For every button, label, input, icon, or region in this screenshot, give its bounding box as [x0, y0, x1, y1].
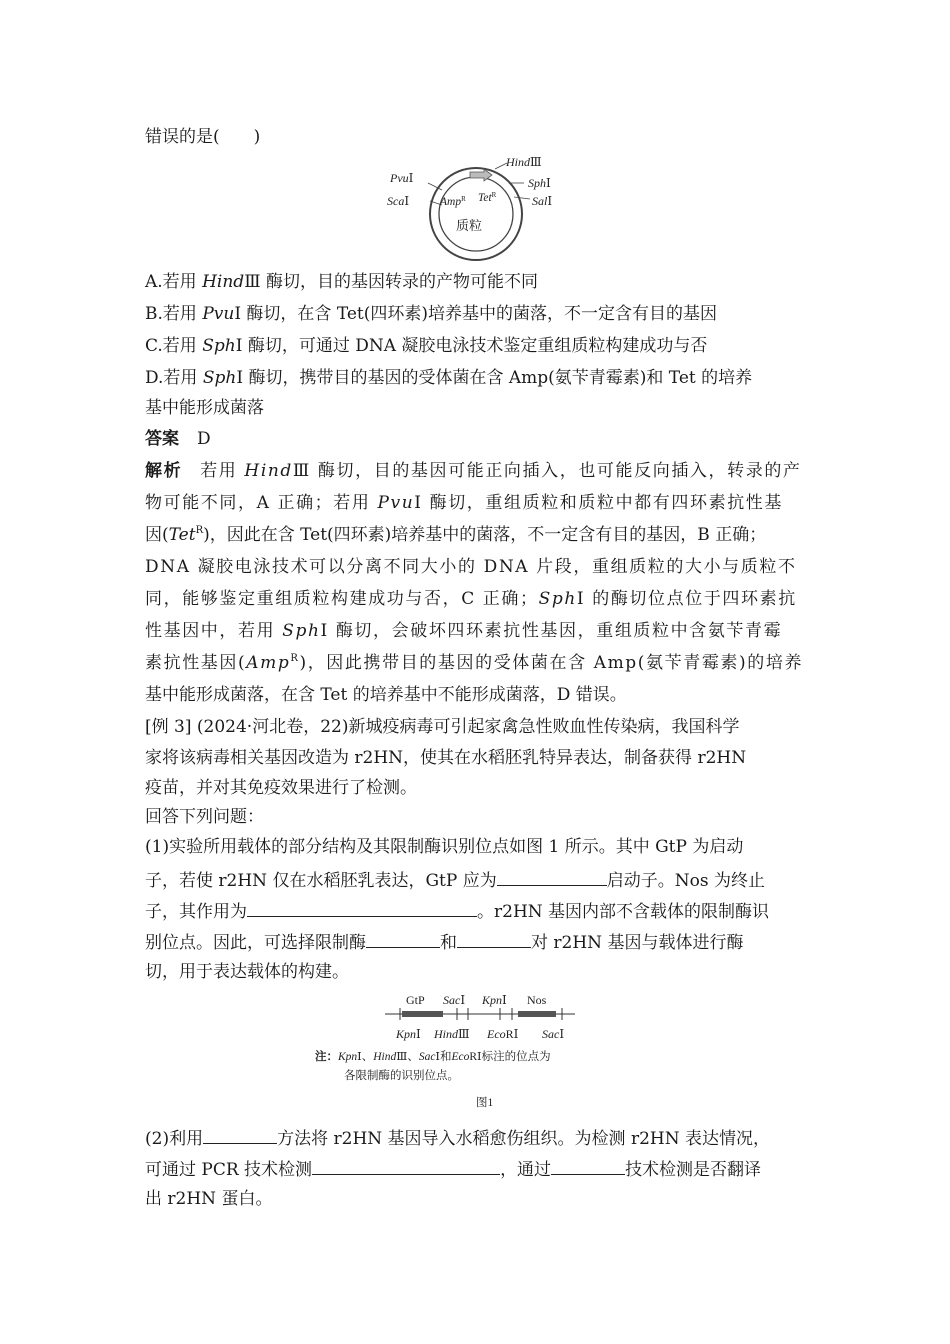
- q2-line-2: 可通过 PCR 技术检测 ，通过 技术检测是否翻译: [145, 1157, 761, 1181]
- answer-label: 答案: [145, 429, 179, 449]
- blank-transfer-method[interactable]: [203, 1126, 277, 1144]
- figure1-note-line-1: 注：KpnⅠ、HindⅢ、SacⅠ和EcoRⅠ标注的位点为: [315, 1051, 551, 1063]
- answer-line: [145, 428, 211, 450]
- analysis-line-5: 同，能够鉴定重组质粒构建成功与否，C 正确；SphⅠ 的酶切位点位于四环素抗: [145, 589, 797, 609]
- site-sal-label: SalⅠ: [532, 194, 553, 208]
- blank-pcr-target[interactable]: [312, 1157, 500, 1175]
- bottom-hind-label: HindⅢ: [434, 1027, 470, 1041]
- plasmid-figure: [380, 150, 580, 264]
- blank-protein-technique[interactable]: [551, 1157, 625, 1175]
- option-c: C.若用 SphⅠ 酶切，可通过 DNA 凝胶电泳技术鉴定重组质粒构建成功与否: [145, 336, 708, 356]
- bottom-sac-label: SacⅠ: [542, 1027, 565, 1041]
- blank-gtp-type[interactable]: [497, 868, 607, 886]
- bottom-kpn-label: KpnⅠ: [396, 1027, 421, 1041]
- gtp-block: [402, 1011, 443, 1017]
- analysis-line-3: 因(Tet$^R$)，因此在含 Tet(四环素)培养基中的菌落，不一定含有目的基因，B 正确；: [145, 525, 767, 545]
- plasmid-outer-ring: [430, 168, 522, 260]
- analysis-line-4: DNA 凝胶电泳技术可以分离不同大小的 DNA 片段，重组质粒的大小与质粒不: [145, 557, 797, 577]
- q1-line-3: 子，其作用为 。r2HN 基因内部不含载体的限制酶识: [145, 899, 769, 923]
- option-b: B.若用 PvuⅠ 酶切，在含 Tet(四环素)培养基中的菌落，不一定含有目的基因: [145, 304, 718, 324]
- nos-block: [518, 1011, 556, 1017]
- analysis-line-7: 素抗性基因(Amp$^R$)，因此携带目的基因的受体菌在含 Amp(氨苄青霉素)的培养: [145, 653, 804, 673]
- blank-enzyme-1[interactable]: [366, 930, 440, 948]
- gene-amp-label: Amp$^R$: [440, 195, 466, 208]
- site-sca-label: ScaⅠ: [387, 194, 410, 208]
- analysis-line-8: 基中能形成菌落，在含 Tet 的培养基中不能形成菌落，D 错误。: [145, 685, 627, 705]
- q2-line-3: 出 r2HN 蛋白。: [145, 1189, 273, 1209]
- plasmid-center-label: 质粒: [456, 218, 483, 233]
- q1-line-1: (1)实验所用载体的部分结构及其限制酶识别位点如图 1 所示。其中 GtP 为启动: [145, 837, 744, 857]
- gtp-label: GtP: [406, 993, 425, 1007]
- bottom-eco-label: EcoRⅠ: [487, 1027, 519, 1041]
- top-kpn-label: KpnⅠ: [482, 993, 507, 1007]
- figure1-note-line-2: 各限制酶的识别位点。: [344, 1070, 459, 1082]
- nos-label: Nos: [527, 993, 547, 1007]
- site-hind-label: HindⅢ: [506, 155, 542, 169]
- analysis-label: 解析: [145, 461, 183, 481]
- option-d: D.若用 SphⅠ 酶切，携带目的基因的受体菌在含 Amp(氨苄青霉素)和 Tet 的培养: [145, 368, 753, 388]
- analysis-line-1: 解析 若用 HindⅢ 酶切，目的基因可能正向插入，也可能反向插入，转录的产: [145, 461, 802, 481]
- answer-value: D: [197, 429, 211, 449]
- example3-line-3: 疫苗，并对其免疫效果进行了检测。: [145, 778, 417, 798]
- analysis-line-2: 物可能不同，A 正确；若用 PvuⅠ 酶切，重组质粒和质粒中都有四环素抗性基: [145, 493, 783, 513]
- site-sph-label: SphⅠ: [528, 176, 551, 190]
- question-stem: 错误的是( ): [145, 127, 261, 147]
- analysis-line-6: 性基因中，若用 SphⅠ 酶切，会破坏四环素抗性基因，重组质粒中含氨苄青霉: [145, 621, 783, 641]
- q1-line-5: 切，用于表达载体的构建。: [145, 962, 349, 982]
- blank-nos-function[interactable]: [247, 899, 477, 917]
- example3-line-1: [例 3] (2024·河北卷，22)新城疫病毒可引起家禽急性败血性传染病，我国科学: [145, 717, 740, 737]
- gene-tet-label: Tet$^R$: [478, 191, 497, 204]
- sal-pointer: [514, 197, 530, 199]
- site-pvu-label: PvuⅠ: [390, 171, 414, 185]
- figure1-vector: [300, 986, 660, 1112]
- plasmid-inner-ring: [439, 177, 513, 251]
- example3-line-4: 回答下列问题：: [145, 807, 264, 827]
- top-sac-label: SacⅠ: [443, 993, 466, 1007]
- blank-enzyme-2[interactable]: [457, 930, 531, 948]
- figure1-caption: 图1: [476, 1097, 494, 1109]
- example3-line-2: 家将该病毒相关基因改造为 r2HN，使其在水稻胚乳特异表达，制备获得 r2HN: [145, 748, 747, 768]
- q1-line-4: 别位点。因此，可选择限制酶 和 对 r2HN 基因与载体进行酶: [145, 930, 743, 954]
- q2-line-1: (2)利用 方法将 r2HN 基因导入水稻愈伤组织。为检测 r2HN 表达情况，: [145, 1126, 770, 1150]
- q1-line-2: 子，若使 r2HN 仅在水稻胚乳表达，GtP 应为 启动子。Nos 为终止: [145, 868, 765, 892]
- option-d-cont: 基中能形成菌落: [145, 398, 264, 418]
- option-a: A.若用 HindⅢ 酶切，目的基因转录的产物可能不同: [145, 272, 538, 292]
